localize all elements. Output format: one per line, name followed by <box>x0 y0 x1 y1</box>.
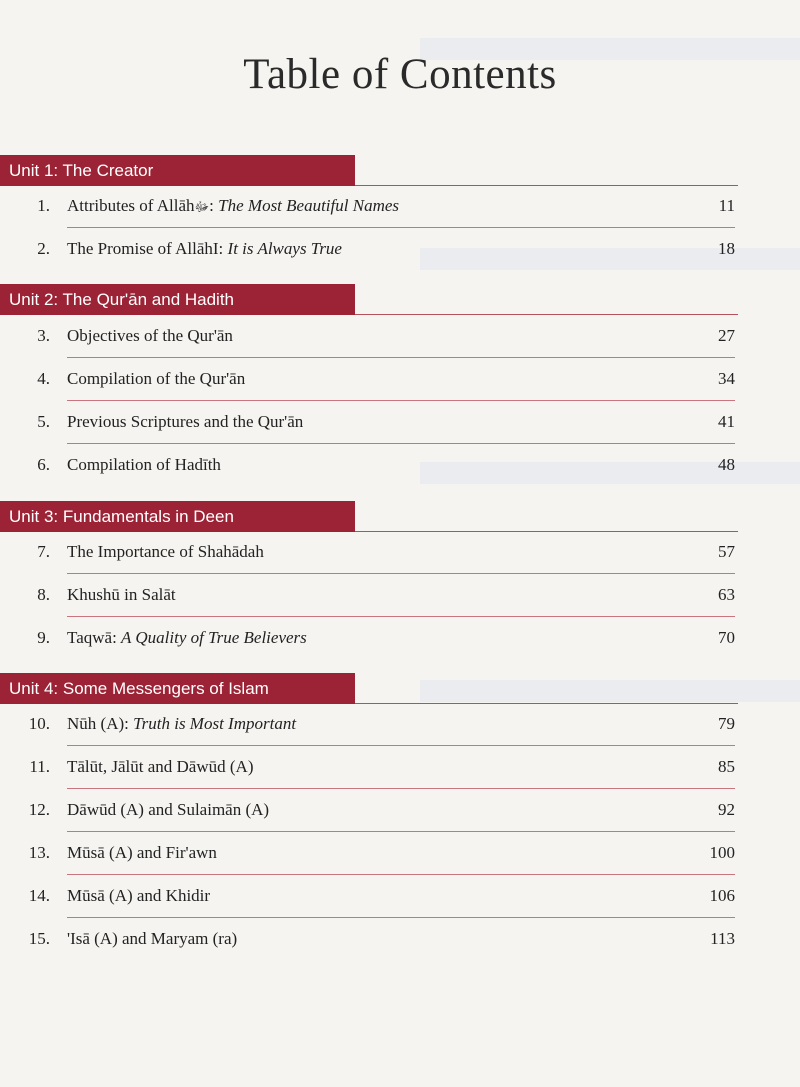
toc-entry[interactable] <box>0 406 800 444</box>
toc-entry[interactable] <box>0 449 800 487</box>
entry-title: Taqwā: A Quality of True Believers <box>67 628 307 647</box>
bleed-through-band <box>420 680 800 702</box>
toc-entry[interactable] <box>0 363 800 401</box>
entry-title: Compilation of the Qur'ān <box>67 369 246 388</box>
toc-entry[interactable] <box>0 880 800 918</box>
entry-title: Mūsā (A) and Khidir <box>67 886 211 905</box>
entry-number: 5. <box>37 412 50 431</box>
entry-page: 34 <box>718 369 735 388</box>
entry-rule <box>67 400 735 401</box>
entry-title: Objectives of the Qur'ān <box>67 326 233 345</box>
toc-entry[interactable] <box>0 233 800 271</box>
entry-title: Khushū in Salāt <box>67 585 176 604</box>
entry-rule <box>67 227 735 228</box>
entry-page: 79 <box>718 714 735 733</box>
entry-page: 92 <box>718 800 735 819</box>
entry-title: Mūsā (A) and Fir'awn <box>67 843 217 862</box>
entry-rule <box>67 788 735 789</box>
entry-page: 57 <box>718 542 735 561</box>
entry-page: 48 <box>718 455 735 474</box>
toc-entry[interactable] <box>0 751 800 789</box>
entry-title: Previous Scriptures and the Qur'ān <box>67 412 304 431</box>
entry-rule <box>67 874 735 875</box>
entry-rule <box>67 616 735 617</box>
entry-title: Compilation of Hadīth <box>67 455 221 474</box>
entry-page: 18 <box>718 239 735 258</box>
entry-title: Dāwūd (A) and Sulaimān (A) <box>67 800 270 819</box>
entry-page: 106 <box>709 886 735 905</box>
entry-number: 10. <box>28 714 50 733</box>
entry-rule <box>67 573 735 574</box>
unit-divider <box>355 531 738 532</box>
entry-page: 100 <box>709 843 735 862</box>
entry-number: 3. <box>37 326 50 345</box>
toc-entry[interactable] <box>0 579 800 617</box>
entry-title: Tālūt, Jālūt and Dāwūd (A) <box>67 757 254 776</box>
entry-rule <box>67 831 735 832</box>
toc-entry[interactable] <box>0 536 800 574</box>
toc-entry[interactable] <box>0 190 800 228</box>
unit-divider <box>355 703 738 704</box>
unit-divider <box>355 185 738 186</box>
unit-header-3[interactable]: Unit 3: Fundamentals in Deen <box>0 501 355 532</box>
entry-number: 14. <box>28 886 50 905</box>
entry-title: The Promise of AllāhI: It is Always True <box>67 239 342 258</box>
entry-page: 11 <box>718 196 735 215</box>
entry-number: 11. <box>29 757 50 776</box>
unit-header-4[interactable]: Unit 4: Some Messengers of Islam <box>0 673 355 704</box>
toc-entry[interactable] <box>0 794 800 832</box>
entry-page: 85 <box>718 757 735 776</box>
entry-number: 2. <box>37 239 50 258</box>
entry-number: 1. <box>37 196 50 215</box>
entry-title: Nūh (A): Truth is Most Important <box>67 714 297 733</box>
toc-entry[interactable] <box>0 622 800 660</box>
entry-title: The Importance of Shahādah <box>67 542 264 561</box>
entry-number: 15. <box>28 929 50 948</box>
entry-rule <box>67 745 735 746</box>
entry-number: 13. <box>28 843 50 862</box>
entry-number: 4. <box>37 369 50 388</box>
entry-number: 6. <box>37 455 50 474</box>
unit-divider <box>355 314 738 315</box>
unit-header-1[interactable]: Unit 1: The Creator <box>0 155 355 186</box>
entry-number: 7. <box>37 542 50 561</box>
entry-rule <box>67 443 735 444</box>
honorific-symbol: ﷻ <box>194 199 210 214</box>
entry-number: 8. <box>37 585 50 604</box>
toc-entry[interactable] <box>0 837 800 875</box>
entry-title: Attributes of Allāhﷻ: The Most Beautiful Names <box>67 196 400 215</box>
entry-page: 113 <box>710 929 735 948</box>
entry-page: 70 <box>718 628 735 647</box>
toc-entry[interactable] <box>0 320 800 358</box>
unit-header-2[interactable]: Unit 2: The Qur'ān and Hadith <box>0 284 355 315</box>
entry-title: 'Isā (A) and Maryam (ra) <box>67 929 238 948</box>
entry-number: 9. <box>37 628 50 647</box>
entry-number: 12. <box>28 800 50 819</box>
toc-entry[interactable] <box>0 923 800 961</box>
page-title: Table of Contents <box>243 51 557 98</box>
entry-page: 63 <box>718 585 735 604</box>
entry-page: 27 <box>718 326 735 345</box>
entry-rule <box>67 357 735 358</box>
entry-page: 41 <box>718 412 735 431</box>
toc-entry[interactable] <box>0 708 800 746</box>
entry-rule <box>67 917 735 918</box>
